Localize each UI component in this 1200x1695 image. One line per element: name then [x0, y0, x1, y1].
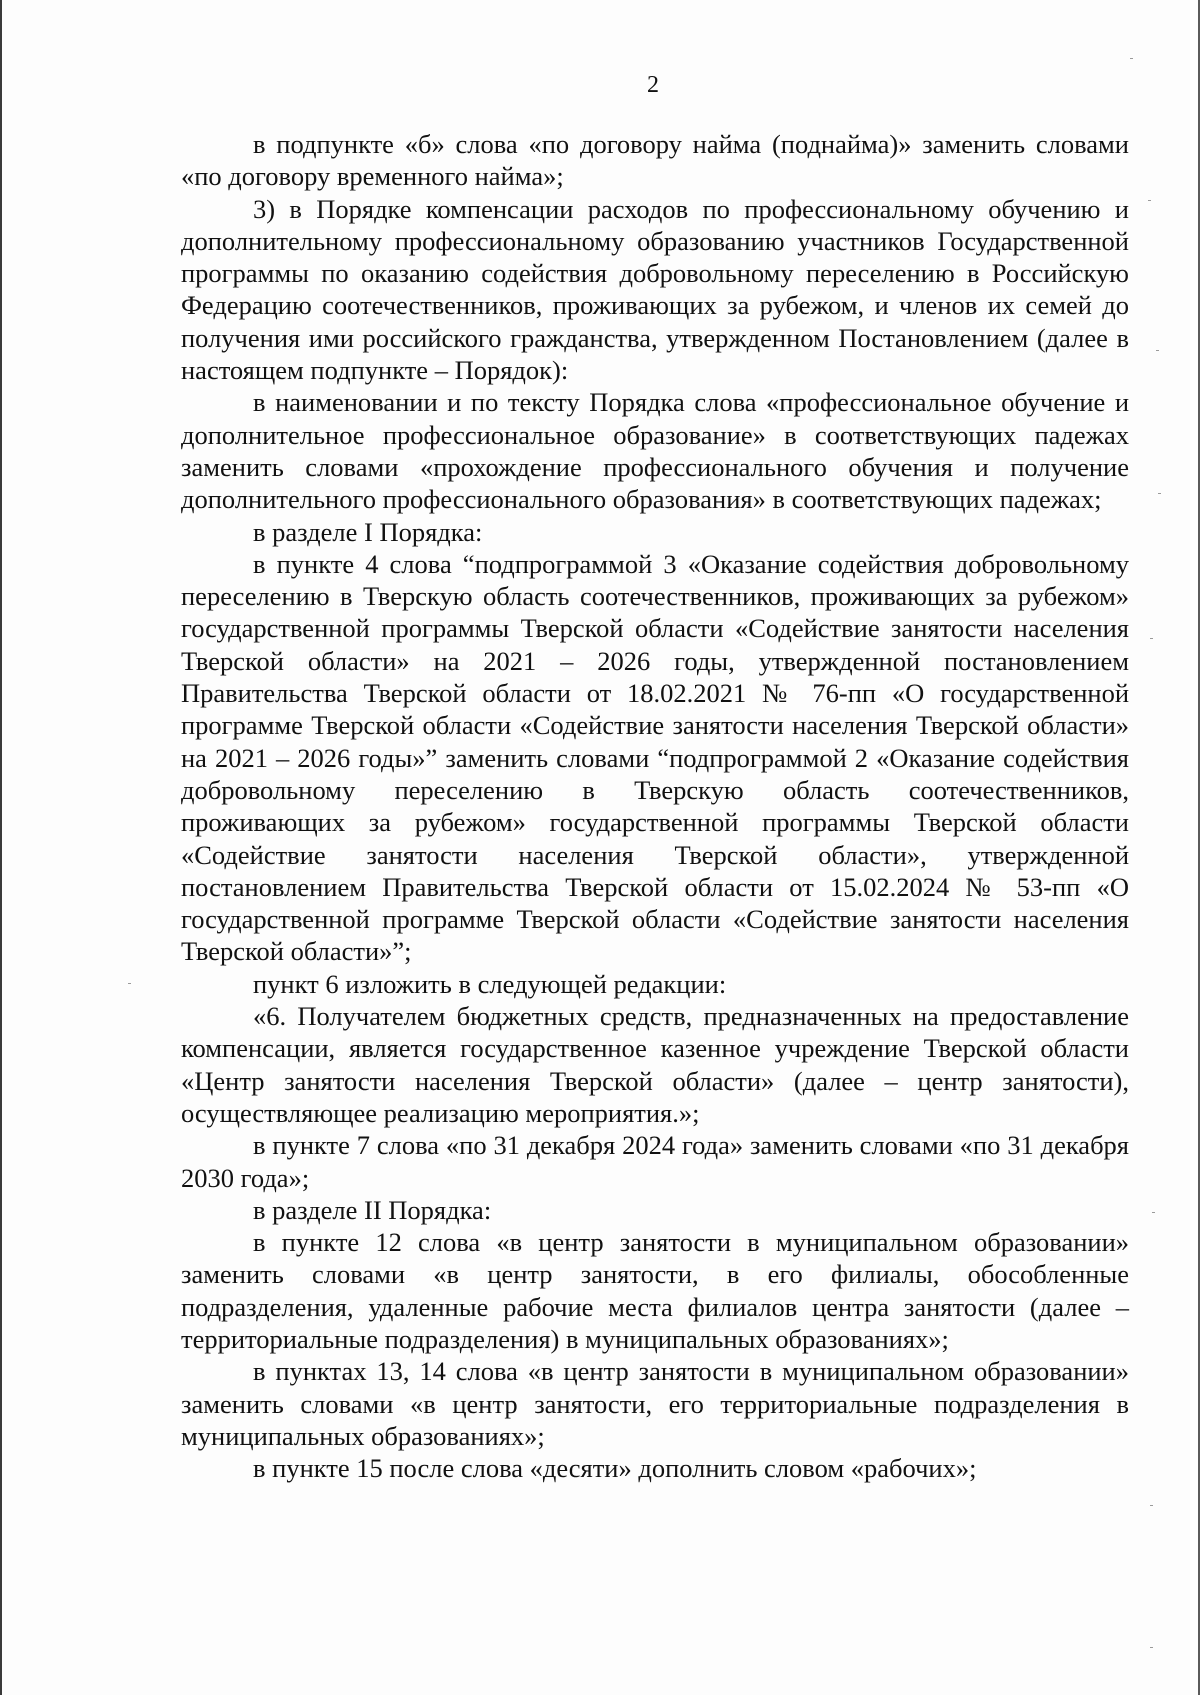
document-body: [181, 128, 1129, 1484]
scan-speck: [1150, 638, 1153, 639]
scan-speck: [128, 983, 131, 984]
page-number: 2: [647, 72, 659, 98]
scan-speck: [1158, 493, 1161, 494]
paragraph: в подпункте «б» слова «по договору найма (поднайма)» заменить словами «по договору временного найма»;: [181, 129, 1129, 192]
scan-speck: [1148, 200, 1151, 201]
scan-speck: [1130, 58, 1133, 59]
paragraph: в пункте 7 слова «по 31 декабря 2024 года» заменить словами «по 31 декабря 2030 года»;: [181, 1130, 1129, 1193]
scan-speck: [1150, 1505, 1153, 1506]
paragraph: в пунктах 13, 14 слова «в центр занятости в муниципальном образовании» заменить словами «в центр занятости, его территориальные подразделения в муниципальных образованиях»;: [181, 1356, 1129, 1451]
scan-speck: [1152, 1212, 1155, 1213]
paragraph: в наименовании и по тексту Порядка слова «профессиональное обучение и дополнительное профессиональное образование» в соответствующих падежах заменить словами «прохождение профессионального обучения и получение дополнительного профессионального образования» в соответствующих падежах;: [181, 387, 1129, 515]
paragraph: «6. Получателем бюджетных средств, предназначенных на предоставление компенсации, является государственное казенное учреждение Тверской области «Центр занятости населения Тверской области» (далее – центр занятости), осуществляющее реализацию мероприятия.»;: [181, 1001, 1129, 1128]
paragraph: пункт 6 изложить в следующей редакции:: [253, 968, 727, 999]
scan-speck: [1150, 1647, 1153, 1648]
scan-edge-left: [0, 0, 2, 1695]
paragraph: 3) в Порядке компенсации расходов по профессиональному обучению и дополнительному профессиональному образованию участников Государственной программы по оказанию содействия добровольному переселению в Российскую Федерацию соотечественников, проживающих за рубежом, и членов их семей до получения ими российского гражданства, утвержденном Постановлением (далее в настоящем подпункте – Порядок):: [181, 193, 1129, 386]
paragraph: в пункте 12 слова «в центр занятости в муниципальном образовании» заменить словами «в центр занятости, в его филиалы, обособленные подразделения, удаленные рабочие места филиалов центра занятости (далее – территориальные подразделения) в муниципальных образованиях»;: [181, 1227, 1129, 1354]
paragraph: в разделе II Порядка:: [253, 1194, 492, 1225]
paragraph: в разделе I Порядка:: [253, 516, 483, 547]
paragraph: в пункте 15 после слова «десяти» дополнить словом «рабочих»;: [253, 1453, 977, 1484]
scan-speck: [1156, 350, 1159, 351]
paragraph: в пункте 4 слова “подпрограммой 3 «Оказание содействия добровольному переселению в Тверскую область соотечественников, проживающих за рубежом» государственной программы Тверской области «Содействие занятости населения Тверской области» на 2021 – 2026 годы, утвержденной постановлением Правительства Тверской области от 18.02.2021 № 76-пп «О государственной программе Тверской области «Содействие занятости населения Тверской области» на 2021 – 2026 годы»” заменить словами “подпрограммой 2 «Оказание содействия добровольному переселению в Тверскую область соотечественников, проживающих за рубежом» государственной программы Тверской области «Содействие занятости населения Тверской области», утвержденной постановлением Правительства Тверской области от 15.02.2024 № 53-пп «О государственной программе Тверской области «Содействие занятости населения Тверской области»”;: [181, 548, 1129, 967]
